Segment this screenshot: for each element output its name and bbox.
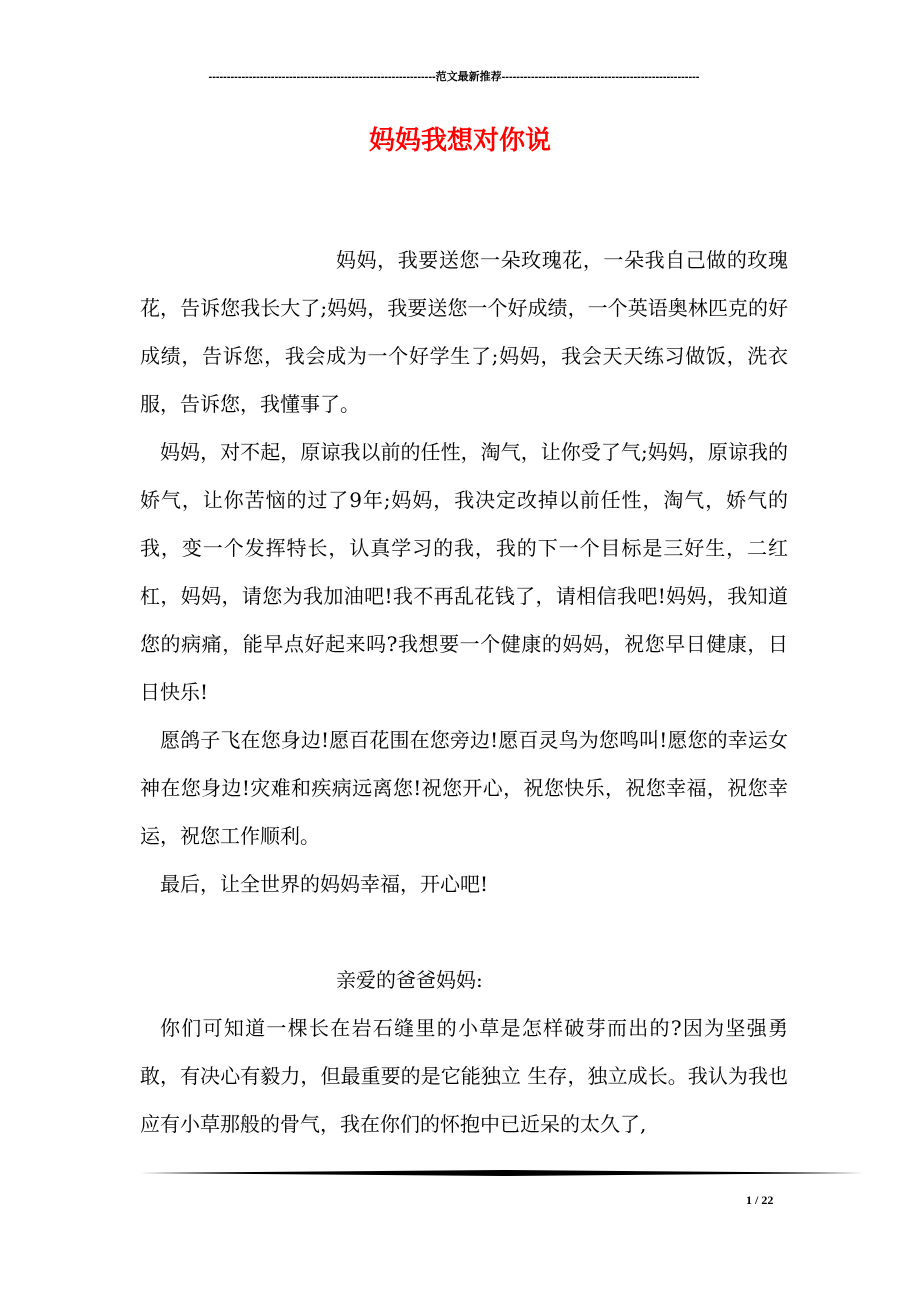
paragraph-3: 愿鸽子飞在您身边!愿百花围在您旁边!愿百灵鸟为您鸣叫!愿您的幸运女神在您身边!灾难和疾病远离您!祝您开心，祝您快乐，祝您幸福，祝您幸运，祝您工作顺利。 — [140, 728, 788, 848]
letter-salutation: 亲爱的爸爸妈妈: — [336, 968, 483, 992]
page-number: 1 / 22 — [746, 1193, 774, 1207]
paragraph-1: 妈妈，我要送您一朵玫瑰花，一朵我自己做的玫瑰花，告诉您我长大了;妈妈，我要送您一个好成绩，一个英语奥林匹克的好成绩，告诉您，我会成为一个好学生了;妈妈，我会天天练习做饭，洗衣服，告诉您，我懂事了。 — [140, 248, 788, 416]
paragraph-4: 最后，让全世界的妈妈幸福，开心吧! — [160, 872, 489, 896]
paragraph-2: 妈妈，对不起，原谅我以前的任性，淘气，让你受了气;妈妈，原谅我的娇气，让你苦恼的过了9年;妈妈，我决定改掉以前任性，淘气，娇气的我，变一个发挥特长，认真学习的我，我的下一个目标是三好生，二红杠，妈妈，请您为我加油吧!我不再乱花钱了，请相信我吧!妈妈，我知道您的病痛，能早点好起来吗?我想要一个健康的妈妈，祝您早日健康，日日快乐! — [140, 440, 788, 704]
letter-paragraph: 你们可知道一棵长在岩石缝里的小草是怎样破芽而出的?因为坚强勇敢，有决心有毅力，但最重要的是它能独立 生存，独立成长。我认为我也应有小草那般的骨气，我在你们的怀抱中已近呆的太久了, — [140, 1016, 788, 1136]
footer-rule — [140, 1170, 864, 1176]
header-banner: --------------------------------------------------------------范文最新推荐------------------------------------------------------ — [208, 71, 700, 83]
document-body — [140, 236, 788, 1148]
document-title: 妈妈我想对你说 — [368, 126, 551, 156]
